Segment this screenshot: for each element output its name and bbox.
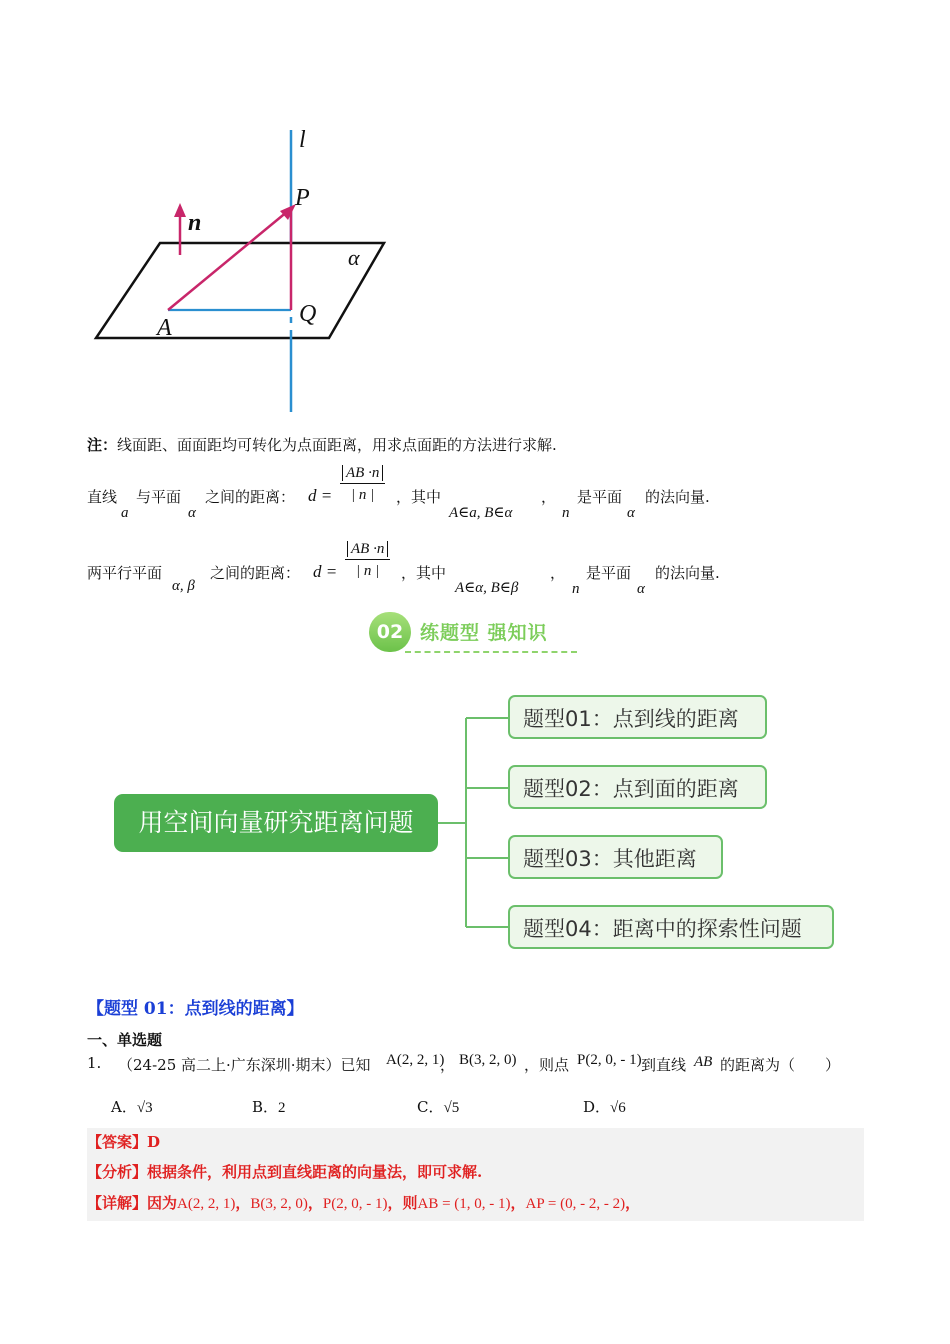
- pp-text-1: 两平行平面: [87, 564, 163, 582]
- banner-divider: [405, 651, 577, 653]
- mindmap-root: 用空间向量研究距离问题: [114, 794, 438, 852]
- lp-fraction: [340, 463, 385, 504]
- pp-condition: A∈α, B∈β: [455, 580, 519, 596]
- pp-text-6: 的法向量.: [655, 564, 720, 582]
- detail-vector-AB: AB = (1, 0, - 1): [417, 1196, 511, 1212]
- detail-sep-5: ，: [625, 1194, 641, 1212]
- pp-denominator: | n |: [356, 563, 380, 579]
- option-B-value: 2: [278, 1100, 286, 1116]
- analysis-text: 根据条件，利用点到直线距离的向量法，即可求解.: [147, 1163, 483, 1181]
- label-P: P: [295, 185, 310, 211]
- section-heading: 【题型 01：点到线的距离】: [87, 999, 304, 1019]
- option-B-label: B．: [252, 1098, 279, 1116]
- lp-text-5: 是平面: [577, 488, 623, 506]
- mindmap-node-1: 题型01：点到线的距离: [508, 695, 767, 739]
- question-number: 1.: [87, 1054, 102, 1072]
- lp-comma: ，: [541, 488, 557, 506]
- detail-point-B: B(3, 2, 0): [250, 1196, 308, 1212]
- mindmap-node-2: 题型02：点到面的距离: [508, 765, 767, 809]
- option-C-value: √5: [443, 1100, 460, 1116]
- note-prefix: 注：: [87, 436, 118, 454]
- option-A[interactable]: [111, 1096, 153, 1117]
- pp-text-4: ，其中: [401, 564, 447, 582]
- question-sep-1: ，: [440, 1056, 456, 1074]
- lp-condition: A∈a, B∈α: [449, 505, 513, 521]
- vector-AP: [168, 211, 288, 310]
- plane-alpha: [96, 243, 384, 338]
- question-point-A: A(2, 2, 1): [386, 1052, 445, 1068]
- option-C[interactable]: [417, 1096, 459, 1117]
- pp-comma: ，: [550, 564, 566, 582]
- analysis-label: 【分析】: [87, 1163, 148, 1181]
- section-subheading: 一、单选题: [87, 1031, 163, 1049]
- option-D[interactable]: [583, 1096, 626, 1117]
- detail-line: [87, 1192, 640, 1213]
- detail-sep-2: ，: [307, 1194, 323, 1212]
- question-point-B: B(3, 2, 0): [459, 1052, 517, 1068]
- note-line: [87, 434, 557, 455]
- detail-sep-3: ，则: [387, 1194, 418, 1212]
- detail-vector-AP: AP = (0, - 2, - 2): [525, 1196, 626, 1212]
- detail-sep-4: ，: [510, 1194, 526, 1212]
- label-n: n: [188, 210, 202, 236]
- pp-var-n: n: [572, 581, 580, 597]
- lp-text-3: 之间的距离：: [205, 488, 296, 506]
- lp-numerator: AB ·n: [342, 465, 383, 481]
- pp-numerator: AB ·n: [347, 541, 388, 557]
- option-B[interactable]: [252, 1096, 286, 1117]
- normal-vector-arrowhead: [174, 203, 186, 217]
- label-A: A: [157, 315, 172, 341]
- pp-text-3: 之间的距离：: [210, 564, 301, 582]
- mindmap-node-4: 题型04：距离中的探索性问题: [508, 905, 834, 949]
- detail-sep-1: ，: [235, 1194, 251, 1212]
- option-C-label: C．: [417, 1098, 444, 1116]
- question-text-2: ，则点: [524, 1056, 570, 1074]
- lp-var-a: a: [121, 505, 129, 521]
- vector-AP-arrowhead: [280, 204, 296, 220]
- option-D-value: √6: [610, 1100, 626, 1116]
- pp-fraction: [345, 539, 390, 580]
- detail-point-P: P(2, 0, - 1): [322, 1196, 388, 1212]
- pp-text-5: 是平面: [586, 564, 632, 582]
- pp-var-alpha-2: α: [637, 581, 645, 597]
- lp-var-n: n: [562, 505, 570, 521]
- question-line-AB: AB: [694, 1054, 713, 1070]
- question-source: （24-25 高二上·广东深圳·期末）已知: [118, 1056, 371, 1074]
- lp-denominator: | n |: [351, 487, 375, 503]
- analysis-line: [87, 1161, 482, 1182]
- label-Q: Q: [299, 301, 317, 327]
- lp-text-1: 直线: [87, 488, 118, 506]
- option-D-label: D．: [583, 1098, 611, 1116]
- detail-point-A: A(2, 2, 1): [177, 1196, 236, 1212]
- mindmap-connectors: [430, 700, 520, 940]
- pp-vars: α, β: [172, 578, 195, 594]
- note-text: 线面距、面面距均可转化为点面距离，用求点面距的方法进行求解.: [117, 436, 557, 454]
- detail-label: 【详解】: [87, 1194, 148, 1212]
- lp-d-eq: d =: [308, 486, 333, 505]
- option-A-value: √3: [136, 1100, 153, 1116]
- lp-text-6: 的法向量.: [645, 488, 710, 506]
- question-text-4: 的距离为（ ）: [720, 1056, 841, 1074]
- lp-var-alpha-2: α: [627, 505, 635, 521]
- pp-d-eq: d =: [313, 562, 338, 581]
- label-alpha: α: [348, 245, 360, 270]
- section-banner-title: 练题型 强知识: [420, 622, 548, 644]
- section-badge: 02: [369, 612, 411, 652]
- lp-text-4: ，其中: [396, 488, 442, 506]
- answer-label: 【答案】: [87, 1133, 148, 1151]
- question-text-3: 到直线: [641, 1056, 687, 1074]
- question-point-P: P(2, 0, - 1): [577, 1052, 642, 1068]
- geometry-figure: [90, 125, 400, 417]
- option-A-label: A．: [111, 1098, 137, 1116]
- lp-text-2: 与平面: [136, 488, 182, 506]
- detail-text-1: 因为: [147, 1194, 178, 1212]
- label-l: l: [299, 127, 306, 153]
- lp-var-alpha: α: [188, 505, 196, 521]
- answer-value: D: [147, 1133, 161, 1151]
- answer-line: [87, 1131, 160, 1152]
- mindmap-node-3: 题型03：其他距离: [508, 835, 723, 879]
